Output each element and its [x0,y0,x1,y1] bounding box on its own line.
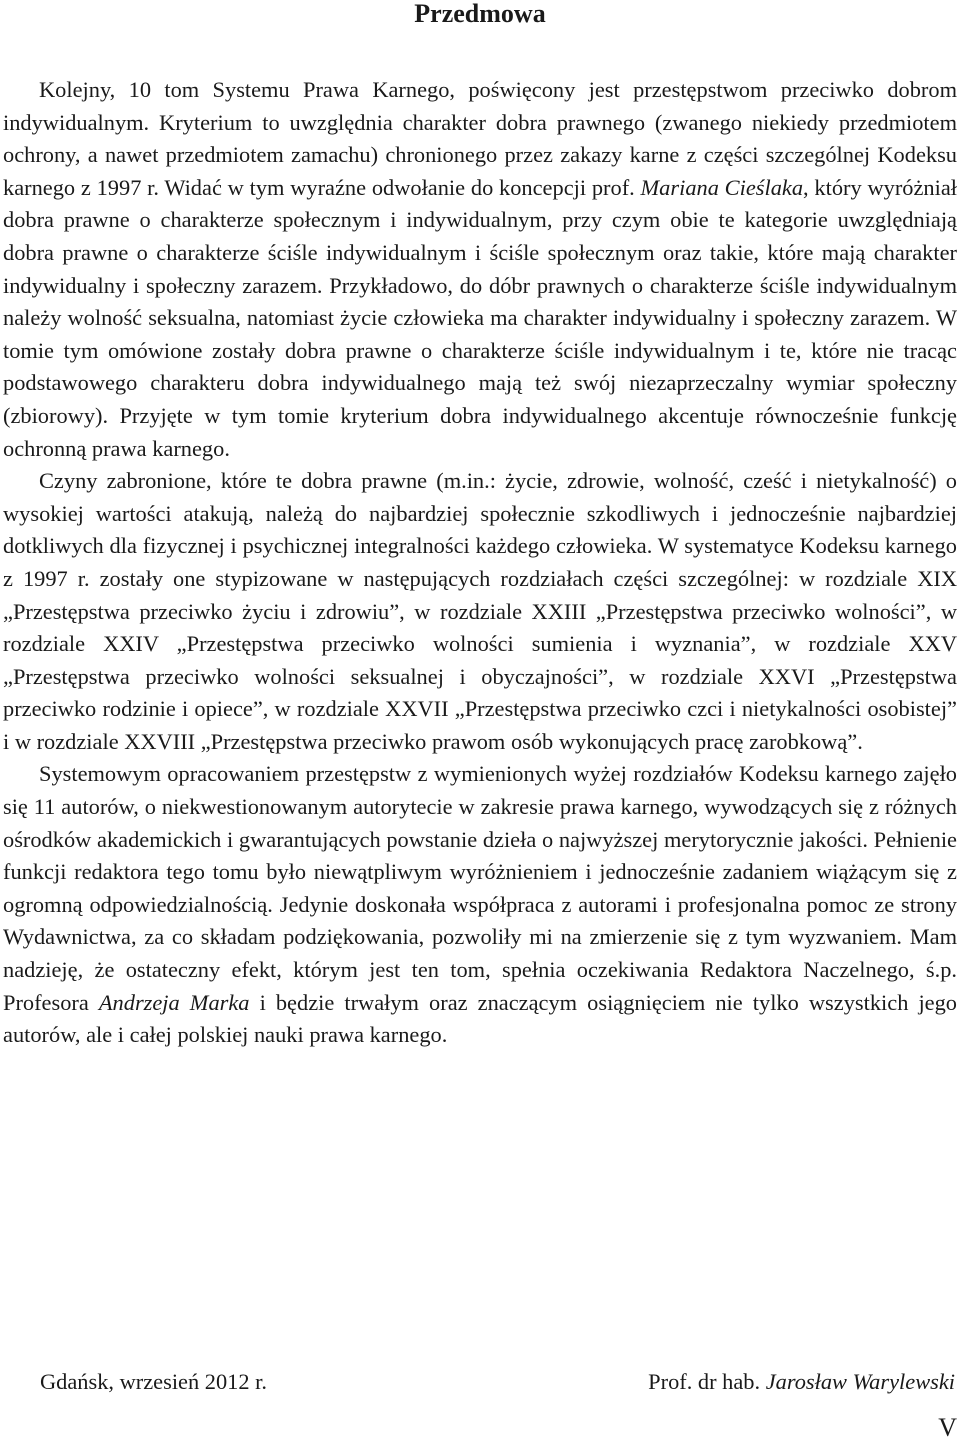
signature-name: Jarosław Warylewski [765,1369,955,1394]
text-segment: Czyny zabronione, które te dobra prawne (m.in.: życie, zdrowie, wolność, cześć i nietykalność) o wysokiej wartości atakują, należą do najbardziej społecznie szkodliwych i jednocześnie najbardziej dotkliwych dla fizycznej i psychicznej integralności każdego człowieka. W systematyce Kodeksu karnego z 1997 r. zostały one stypizowane w następujących rozdziałach części szczególnej: w rozdziale XIX „Przestępstwa przeciwko życiu i zdrowiu”, w rozdziale XXIII „Przestępstwa przeciwko wolności”, w rozdziale XXIV „Przestępstwa przeciwko wolności sumienia i wyznania”, w rozdziale XXV „Przestępstwa przeciwko wolności seksualnej i obyczajności”, w rozdziale XXVI „Przestępstwa przeciwko rodzinie i opiece”, w rozdziale XXVII „Przestępstwa przeciwko czci i nietykalności osobistej” i w rozdziale XXVIII „Przestępstwa przeciwko prawom osób wykonujących pracę zarobkową”. [3,468,957,754]
signature-title: Prof. dr hab. [648,1369,761,1394]
text-segment: Kolejny, 10 tom Systemu Prawa Karnego, poświęcony jest przestępstwom przeciwko dobrom indywidualnym. Kryterium to uwzględnia charakter dobra prawnego (zwanego niekiedy przedmiotem ochrony, a nawet przedmiotem zamachu) chronionego przez zakazy karne z części szczególnej Kodeksu karnego z 1997 r. Widać w tym wyraźne odwołanie do koncepcji prof. [3,77,957,200]
body-paragraph [3,758,957,1051]
signature [648,1366,955,1398]
text-segment: , który wyróżniał dobra prawne o charakterze społecznym i indywidualnym, przy czym obie te kategorie uwzględniają dobra prawne o charakterze ściśle indywidualnym i ściśle społecznym oraz takie, które mają charakter indywidualny i społeczny zarazem. Przykładowo, do dóbr prawnych o charakterze ściśle indywidualnym należy wolność seksualna, natomiast życie człowieka ma charakter indywidualny i społeczny zarazem. W tomie tym omówione zostały dobra prawne o charakterze ściśle indywidualnym i te, które nie tracąc podstawowego charakteru dobra indywidualnego mają też swój niezaprzeczalny wymiar społeczny (zbiorowy). Przyjęte w tym tomie kryterium dobra indywidualnego akcentuje równocześnie funkcję ochronną prawa karnego. [3,174,957,461]
italic-name: Andrzeja Marka [98,989,250,1015]
body-paragraph [3,465,957,758]
italic-name: Mariana Cieślaka [640,174,804,200]
page-number: V [938,1413,957,1442]
page-title: Przedmowa [414,0,546,28]
text-segment: i będzie trwałym oraz znaczącym osiągnięciem nie tylko wszystkich jego autorów, ale i całej polskiej nauki prawa karnego. [3,989,958,1048]
body-paragraph [3,74,957,465]
text-segment: Systemowym opracowaniem przestępstw z wymienionych wyżej rozdziałów Kodeksu karnego zajęło się 11 autorów, o niekwestionowanym autorytecie w zakresie prawa karnego, wywodzących się z różnych ośrodków akademickich i gwarantujących powstanie dzieła o najwyższej merytorycznie jakości. Pełnienie funkcji redaktora tego tomu było niewątpliwym wyróżnieniem i jednocześnie zadaniem wiążącym się z ogromną odpowiedzialnością. Jedynie doskonała współpraca z autorami i profesjonalna pomoc ze strony Wydawnictwa, za co składam podziękowania, pozwoliły mi na zmierzenie się z tym wyzwaniem. Mam nadzieję, że ostateczny efekt, którym jest ten tom, spełnia oczekiwania Redaktora Naczelnego, ś.p. Profesora [3,761,957,1015]
preface-body [3,74,957,1052]
place-and-date: Gdańsk, wrzesień 2012 r. [40,1369,267,1394]
